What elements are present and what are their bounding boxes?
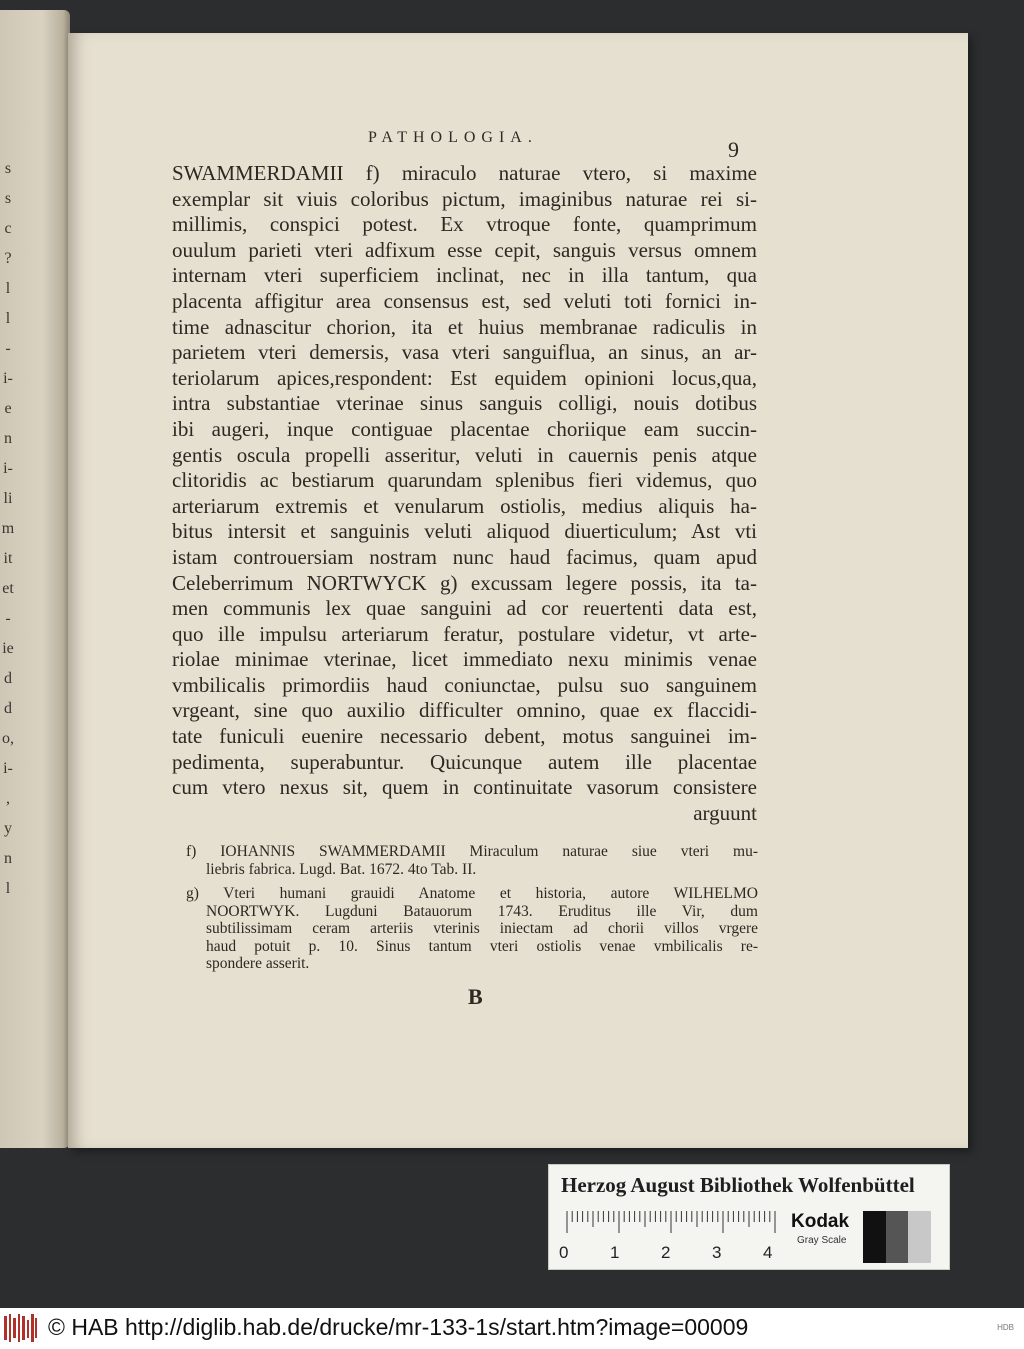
text-line: pedimenta, superabuntur. Quicunque autem ille placentae (172, 749, 757, 774)
footnote-g-line: NOORTWYK. Lugduni Batauorum 1743. Eruditus ille Vir, dum (206, 902, 758, 920)
footnote-g-line: g) Vteri humani grauidi Anatome et historia, autore WILHELMO (186, 885, 758, 902)
page-number: 9 (728, 137, 739, 162)
left-page-fragment: i- (3, 760, 13, 777)
library-color-label (548, 1164, 950, 1270)
left-page-fragment: ie (2, 640, 14, 657)
text-line: Celeberrimum NORTWYCK g) excussam legere possis, ita ta- (172, 570, 757, 595)
text-line: ouulum parieti vteri adfixum esse cepit, sanguis versus omnem (172, 237, 757, 262)
signature-mark: B (468, 984, 483, 1009)
left-page-fragment: l (5, 280, 11, 297)
left-page-fragment: e (4, 400, 12, 417)
text-line: cum vtero nexus sit, quem in continuitate vasorum consistere (172, 775, 757, 800)
running-title: PATHOLOGIA. (368, 129, 538, 146)
text-line: parietem vteri demersis, vasa vteri sanguiflua, an sinus, an ar- (172, 340, 757, 365)
kodak-brand: Kodak (791, 1211, 850, 1232)
gray-swatch (908, 1211, 931, 1263)
ruler-number: 0 (559, 1243, 569, 1262)
left-page-fragment: s (4, 190, 12, 207)
left-page-fragment: d (4, 670, 12, 687)
footnote-g (186, 885, 758, 973)
gray-swatches (863, 1211, 931, 1263)
left-page-fragment: ? (4, 250, 12, 267)
text-line: quo ille impulsu arteriarum feratur, postulare videtur, vt arte- (172, 621, 757, 646)
left-page-fragment: m (1, 520, 15, 537)
left-page-fragment: d (4, 700, 12, 717)
text-line: intra substantiae vterinae sinus sanguis colligi, nouis dotibus (172, 391, 757, 416)
text-line: istam controuersiam nostram nunc haud facimus, quam apud (172, 544, 757, 569)
footnote-f-line: liebris fabrica. Lugd. Bat. 1672. 4to Tab. II. (206, 860, 477, 878)
gray-scale-label: Gray Scale (797, 1235, 847, 1246)
corner-mark: HDB (997, 1323, 1014, 1332)
footnote-f-line: f) IOHANNIS SWAMMERDAMII Miraculum naturae siue vteri mu- (186, 843, 758, 860)
left-page-fragment: y (4, 820, 12, 837)
text-line: internam vteri superficiem inclinat, nec in illa tantum, qua (172, 263, 757, 288)
text-line: vrgeant, sine quo auxilio difficulter omnino, quae ex flaccidi- (172, 698, 757, 723)
text-line: time adnascitur chorion, ita et huius membranae radiculis in (172, 314, 757, 339)
left-page-fragment: et (2, 580, 14, 597)
text-line: ibi augeri, inque contiguae placentae choriique eam succin- (172, 416, 757, 441)
left-page-fragment: s (4, 160, 12, 177)
left-page-fragment: l (5, 310, 11, 327)
footnote-g-line: spondere asserit. (206, 955, 310, 973)
text-line: exemplar sit viuis coloribus pictum, imaginibus naturae rei si- (172, 186, 757, 211)
text-line: SWAMMERDAMII f) miraculo naturae vtero, si maxime (172, 161, 757, 185)
left-page-fragment: , (6, 790, 10, 807)
body-text (172, 161, 757, 826)
gray-swatch (863, 1211, 886, 1263)
gray-swatch (886, 1211, 909, 1263)
text-line: arteriarum extremis et venularum ostiolis, medius aliquis ha- (172, 493, 757, 518)
text-line: teriolarum apices,respondent: Est equidem opinioni locus,qua, (172, 365, 757, 390)
label-title: Herzog August Bibliothek Wolfenbüttel (561, 1173, 915, 1197)
ruler-number: 4 (763, 1243, 773, 1262)
footnote-f (186, 843, 758, 878)
left-page-fragment: - (5, 340, 11, 357)
text-line: bitus intersit et sanguinis veluti aliquod diuerticulum; Ast vti (172, 519, 757, 544)
catchword: arguunt (693, 800, 757, 825)
text-line: riolae minimae vterinae, licet immediato nexu minimis venae (172, 647, 757, 672)
footer-bar (0, 1308, 1024, 1349)
footnote-g-line: subtilissimam ceram arteriis vterinis iniectam ad chorii villos vrgere (206, 920, 758, 938)
ruler-number: 3 (712, 1243, 722, 1262)
left-page-fragment: c (4, 220, 12, 237)
text-line: millimis, conspici potest. Ex vtroque fonte, quamprimum (172, 212, 757, 237)
footnote-g-line: haud potuit p. 10. Sinus tantum vteri ostiolis venae vmbilicalis re- (206, 937, 758, 955)
source-credit: © HAB http://diglib.hab.de/drucke/mr-133-1s/start.htm?image=00009 (48, 1314, 749, 1340)
document-page (68, 33, 968, 1148)
text-line: clitoridis ac bestiarum quarundam splenibus fieri videmus, quo (172, 468, 757, 493)
text-line: gentis oscula propelli asseritur, veluti in cauernis penis atque (172, 442, 757, 467)
barcode-icon (4, 1312, 38, 1344)
left-page-fragment: it (3, 550, 13, 567)
left-page-fragment: i- (3, 460, 13, 477)
left-page-fragment: l (5, 880, 11, 897)
ruler-numbers (559, 1243, 789, 1263)
text-line: tate funiculi euenire necessario debent, motus sanguinei im- (172, 724, 757, 749)
left-page-fragment: li (3, 490, 13, 507)
left-page-fragment: o, (2, 730, 14, 747)
text-line: men communis lex quae sanguini ad cor reuertenti data est, (172, 596, 757, 621)
text-line: placenta affigitur area consensus est, sed veluti toti fornici in- (172, 288, 757, 313)
ruler-number: 1 (610, 1243, 620, 1262)
left-page-fragment: - (5, 610, 11, 627)
text-line: vmbilicalis primordiis haud coniunctae, pulsu suo sanguinem (172, 672, 757, 697)
left-page-fragment: n (4, 430, 12, 447)
ruler-number: 2 (661, 1243, 671, 1262)
ruler-icon (565, 1211, 779, 1233)
left-facing-page (0, 10, 70, 1148)
left-page-fragment: n (4, 850, 12, 867)
left-page-fragment: i- (3, 370, 13, 387)
